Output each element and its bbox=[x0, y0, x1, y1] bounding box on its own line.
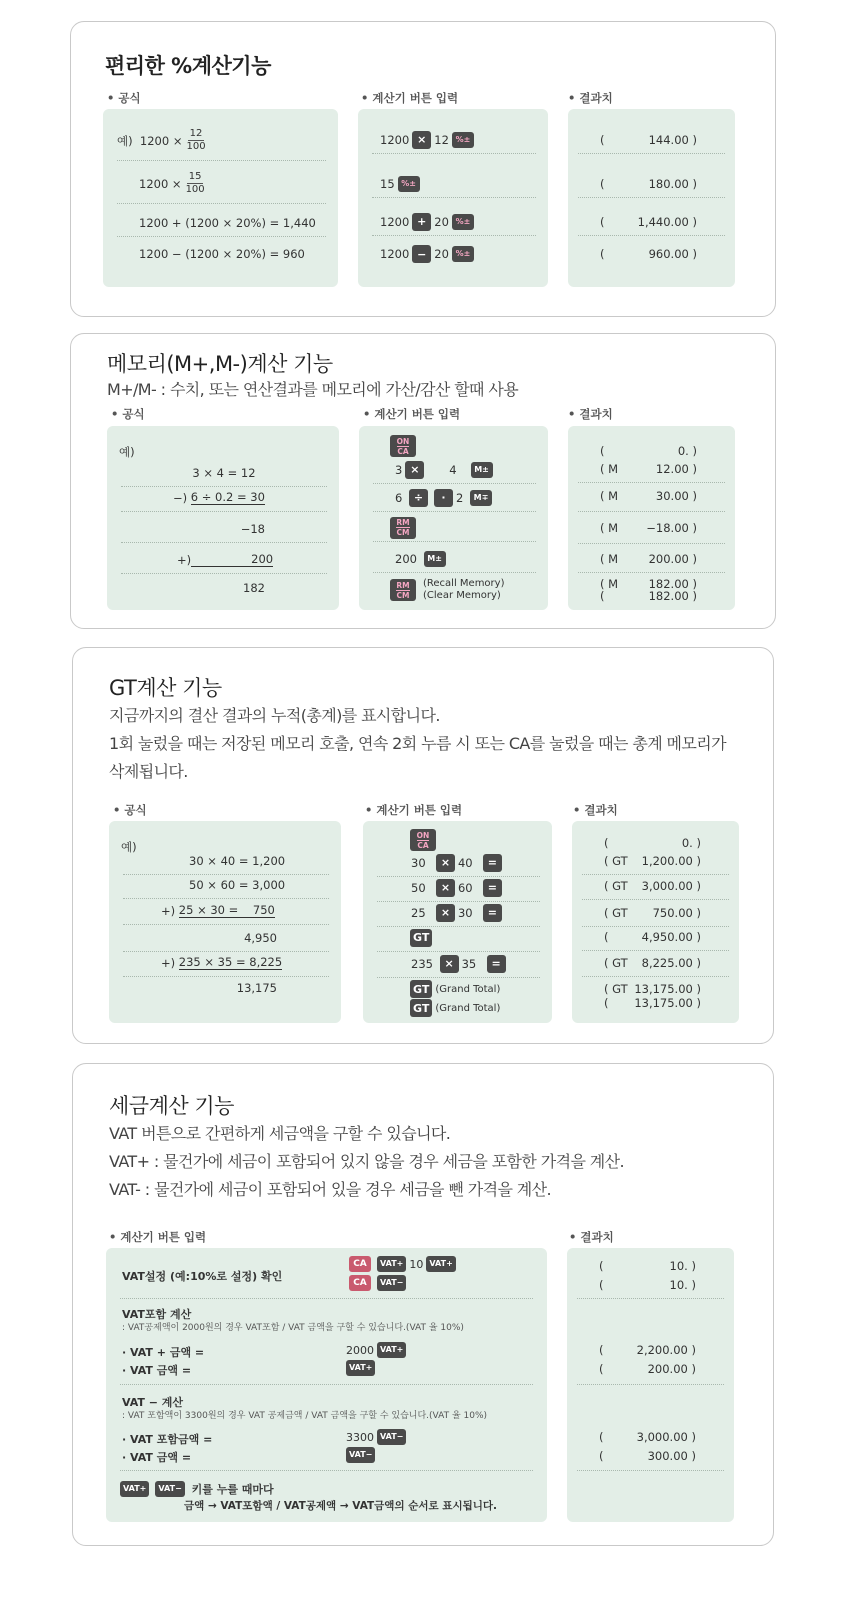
recall-memory-label: (Recall Memory) bbox=[423, 578, 505, 589]
result-value: 200.00 bbox=[647, 1362, 688, 1376]
ca-key: CA bbox=[349, 1256, 371, 1272]
input-value: 2000 bbox=[346, 1343, 374, 1357]
vat-plus-key: VAT+ bbox=[377, 1256, 406, 1272]
section-title: 메모리(M+,M-)계산 기능 bbox=[107, 352, 333, 376]
vat-minus-key: VAT− bbox=[377, 1429, 406, 1445]
formula-text: 50 × 60 = 3,000 bbox=[189, 877, 286, 892]
equals-key: = bbox=[483, 879, 502, 897]
result-value: 3,000.00 bbox=[636, 1430, 688, 1444]
equals-key: = bbox=[483, 854, 502, 872]
input-value: 15 bbox=[380, 176, 395, 191]
input-value: 1200 bbox=[380, 214, 410, 229]
formula-row bbox=[121, 459, 327, 487]
formula-row bbox=[121, 484, 327, 512]
input-value: 30 bbox=[457, 905, 473, 920]
section-desc: M+/M- : 수치, 또는 연산결과를 메모리에 가산/감산 할때 사용 bbox=[107, 380, 519, 399]
result-panel bbox=[572, 821, 739, 1023]
times-key: × bbox=[436, 879, 455, 897]
result-value: 12.00 bbox=[655, 462, 689, 476]
example-marker: 예) bbox=[119, 445, 135, 459]
input-row bbox=[372, 240, 536, 268]
formula-panel bbox=[103, 109, 338, 287]
input-row bbox=[372, 170, 536, 198]
formula-row bbox=[123, 897, 329, 925]
gt-section bbox=[72, 647, 774, 1044]
section-desc: VAT- : 물건가에 세금이 포함되어 있을 경우 세금을 뺀 가격을 계산. bbox=[109, 1180, 551, 1199]
tax-section bbox=[72, 1063, 774, 1546]
formula-text: −18 bbox=[240, 521, 265, 536]
vat-include-keys bbox=[346, 1360, 378, 1376]
input-panel bbox=[363, 821, 552, 1023]
plus-key: + bbox=[412, 213, 431, 231]
result-value: 182.00 bbox=[648, 589, 689, 603]
formula-text: 30 × 40 = 1,200 bbox=[189, 853, 286, 868]
result-row: ( M −18.00 ) bbox=[578, 521, 725, 544]
gt-key: GT bbox=[410, 980, 432, 998]
result-row: ( 300.00 ) bbox=[599, 1449, 696, 1463]
formula-text: 1200 × bbox=[139, 133, 183, 148]
result-value: 8,225.00 bbox=[641, 956, 693, 970]
result-value: 300.00 bbox=[647, 1449, 688, 1463]
section-desc: 삭제됩니다. bbox=[109, 762, 188, 781]
input-value: 40 bbox=[457, 855, 473, 870]
input-panel bbox=[359, 426, 548, 610]
input-value: 6 bbox=[395, 490, 403, 505]
vat-setting-label: VAT설정 (예:10%로 설정) 확인 bbox=[122, 1270, 283, 1283]
input-value: 25 bbox=[411, 905, 426, 920]
operator-prefix: +) bbox=[161, 955, 176, 970]
result-row: ( GT 8,225.00 ) bbox=[582, 956, 729, 977]
numerator: 15 bbox=[188, 171, 202, 182]
formula-label: • 공식 bbox=[111, 406, 145, 422]
input-value: 235 bbox=[411, 956, 433, 971]
result-row: ( 13,175.00 ) bbox=[604, 996, 701, 1010]
input-value: 12 bbox=[434, 132, 449, 147]
formula-text: 6 ÷ 0.2 = 30 bbox=[190, 490, 265, 504]
grand-total-label: (Grand Total) bbox=[435, 983, 501, 995]
vat-setting-keys bbox=[346, 1256, 459, 1272]
formula-row bbox=[117, 121, 326, 161]
result-value: 750.00 bbox=[652, 906, 693, 920]
vat-footer-sequence: 금액 → VAT포함액 / VAT공제액 → VAT금액의 순서로 표시됩니다. bbox=[184, 1500, 498, 1512]
formula-row bbox=[121, 515, 327, 543]
result-value: 4,950.00 bbox=[641, 930, 693, 944]
result-value: 0. bbox=[681, 836, 693, 850]
input-row bbox=[377, 924, 540, 952]
formula-text: 1200 × bbox=[139, 176, 182, 191]
result-row: ( M 30.00 ) bbox=[578, 489, 725, 512]
section-title: 편리한 %계산기능 bbox=[105, 54, 271, 78]
formula-label: • 공식 bbox=[107, 90, 141, 106]
memory-section bbox=[70, 333, 776, 629]
formula-text: 182 bbox=[243, 581, 265, 595]
denominator: 100 bbox=[186, 141, 206, 152]
result-value: 182.00 bbox=[648, 577, 689, 591]
denominator: 100 bbox=[185, 184, 205, 195]
result-label: • 결과치 bbox=[573, 802, 618, 818]
vat-minus-key: VAT− bbox=[377, 1275, 406, 1291]
result-value: 2,200.00 bbox=[636, 1343, 688, 1357]
vat-include-note: : VAT공제액이 2000원의 경우 VAT포함 / VAT 금액을 구할 수 있습니다.(VAT 율 10%) bbox=[122, 1323, 464, 1333]
ca-key: CA bbox=[349, 1275, 371, 1291]
input-row bbox=[377, 874, 540, 902]
result-value: 3,000.00 bbox=[641, 879, 693, 893]
fraction bbox=[186, 171, 205, 196]
vat-include-row-label: · VAT + 금액 = bbox=[122, 1346, 205, 1359]
result-panel bbox=[567, 1248, 734, 1522]
grand-total-label: (Grand Total) bbox=[435, 1002, 501, 1014]
result-row: ( M 182.00 ) bbox=[600, 577, 697, 591]
input-label: • 계산기 버튼 입력 bbox=[361, 90, 458, 106]
vat-exclude-row-label: · VAT 포함금액 = bbox=[122, 1433, 213, 1446]
operator-prefix: +) bbox=[161, 903, 176, 918]
result-row: ( 144.00 ) bbox=[578, 126, 725, 154]
result-value: −18.00 bbox=[646, 521, 689, 535]
gt-key: GT bbox=[410, 999, 432, 1017]
formula-panel bbox=[107, 426, 339, 610]
result-value: 13,175.00 bbox=[634, 982, 693, 996]
formula-row bbox=[117, 209, 326, 237]
operator-prefix: +) bbox=[177, 552, 192, 567]
input-value: 50 bbox=[411, 880, 426, 895]
input-row bbox=[373, 514, 536, 542]
on-ca-key: ON CA bbox=[390, 435, 416, 457]
percent-key: %± bbox=[452, 246, 474, 262]
result-label: • 결과치 bbox=[568, 90, 613, 106]
rm-cm-key: RM CM bbox=[390, 579, 416, 601]
result-row: ( 2,200.00 ) bbox=[599, 1343, 696, 1357]
vat-include-keys bbox=[346, 1342, 409, 1358]
vat-exclude-row-label: · VAT 금액 = bbox=[122, 1451, 192, 1464]
formula-text: 1200 − (1200 × 20%) = 960 bbox=[139, 247, 305, 261]
vat-minus-key: VAT− bbox=[155, 1481, 184, 1497]
formula-row bbox=[123, 871, 329, 899]
result-row: ( 200.00 ) bbox=[599, 1362, 696, 1376]
percent-key: %± bbox=[452, 214, 474, 230]
result-value: 180.00 bbox=[648, 176, 689, 191]
result-value: 144.00 bbox=[648, 132, 689, 147]
input-value: 1200 bbox=[380, 247, 410, 261]
formula-text: 25 × 30 = 750 bbox=[178, 903, 275, 917]
result-row: ( M 200.00 ) bbox=[578, 552, 725, 573]
formula-row bbox=[117, 164, 326, 204]
input-value: 60 bbox=[457, 880, 473, 895]
vat-plus-key: VAT+ bbox=[346, 1360, 375, 1376]
vat-include-title: VAT포함 계산 bbox=[122, 1308, 192, 1321]
result-row: ( 4,950.00 ) bbox=[582, 930, 729, 951]
vat-plus-key: VAT+ bbox=[120, 1481, 149, 1497]
result-panel bbox=[568, 109, 735, 287]
percent-key: %± bbox=[398, 176, 420, 192]
vat-exclude-title: VAT − 계산 bbox=[122, 1396, 184, 1409]
input-row bbox=[372, 126, 536, 154]
result-value: 30.00 bbox=[655, 489, 689, 503]
input-value: 20 bbox=[434, 214, 449, 229]
vat-exclude-keys bbox=[346, 1429, 409, 1445]
formula-row bbox=[117, 240, 326, 268]
vat-input-panel bbox=[106, 1248, 547, 1522]
result-row: ( 10. ) bbox=[599, 1278, 696, 1292]
input-row bbox=[377, 849, 540, 877]
clear-memory-label: (Clear Memory) bbox=[423, 590, 501, 601]
input-panel bbox=[358, 109, 548, 287]
input-row bbox=[377, 994, 540, 1022]
m-plus-key: M± bbox=[471, 462, 493, 478]
formula-text: 3 × 4 = 12 bbox=[192, 465, 256, 480]
input-row bbox=[373, 576, 536, 604]
formula-row bbox=[121, 574, 327, 602]
input-value: 10 bbox=[409, 1257, 424, 1271]
equals-key: = bbox=[487, 955, 506, 973]
gt-key: GT bbox=[410, 929, 432, 947]
vat-minus-key: VAT− bbox=[346, 1447, 375, 1463]
result-row: ( 0. ) bbox=[600, 444, 697, 458]
vat-plus-key: VAT+ bbox=[426, 1256, 455, 1272]
result-row: ( 10. ) bbox=[599, 1259, 696, 1273]
percent-key: %± bbox=[452, 132, 474, 148]
vat-setting-keys bbox=[346, 1275, 409, 1291]
result-value: 13,175.00 bbox=[634, 996, 693, 1010]
input-row bbox=[373, 545, 536, 573]
input-value: 20 bbox=[434, 247, 449, 261]
result-row: ( M 12.00 ) bbox=[578, 462, 725, 483]
section-desc: VAT+ : 물건가에 세금이 포함되어 있지 않을 경우 세금을 포함한 가격을 계산. bbox=[109, 1152, 624, 1171]
section-desc: 1회 눌렀을 때는 저장된 메모리 호출, 연속 2회 누름 시 또는 CA를 눌렀을 때는 총계 메모리가 bbox=[109, 734, 726, 753]
result-panel bbox=[568, 426, 735, 610]
section-title: 세금계산 기능 bbox=[109, 1094, 234, 1118]
formula-text: 4,950 bbox=[244, 930, 277, 945]
percent-section bbox=[70, 21, 776, 317]
vat-exclude-keys bbox=[346, 1447, 378, 1463]
example-marker: 예) bbox=[121, 840, 137, 854]
result-value: 1,440.00 bbox=[637, 214, 689, 229]
times-key: × bbox=[436, 854, 455, 872]
rm-cm-key: RM CM bbox=[390, 517, 416, 539]
result-row: ( GT 750.00 ) bbox=[582, 906, 729, 927]
result-row: ( 960.00 ) bbox=[600, 247, 697, 261]
input-row bbox=[377, 899, 540, 927]
result-row: ( GT 1,200.00 ) bbox=[582, 854, 729, 875]
input-row bbox=[373, 456, 536, 484]
times-key: × bbox=[405, 461, 424, 479]
input-row bbox=[377, 950, 540, 978]
m-minus-key: M∓ bbox=[470, 490, 492, 506]
input-row bbox=[372, 208, 536, 236]
equals-key: = bbox=[483, 904, 502, 922]
input-label: • 계산기 버튼 입력 bbox=[109, 1229, 206, 1245]
input-value: 35 bbox=[461, 956, 477, 971]
vat-plus-key: VAT+ bbox=[377, 1342, 406, 1358]
fraction bbox=[186, 128, 205, 153]
input-label: • 계산기 버튼 입력 bbox=[363, 406, 460, 422]
vat-footer-text: 키를 누를 때마다 bbox=[191, 1483, 274, 1496]
formula-row bbox=[121, 546, 327, 574]
operator-prefix: −) bbox=[173, 490, 188, 505]
m-plus-key: M± bbox=[424, 551, 446, 567]
input-value: 4 bbox=[449, 462, 457, 477]
result-row: ( 3,000.00 ) bbox=[599, 1430, 696, 1444]
numerator: 12 bbox=[189, 128, 203, 139]
vat-include-row-label: · VAT 금액 = bbox=[122, 1364, 192, 1377]
formula-row bbox=[123, 924, 329, 952]
minus-key: − bbox=[412, 245, 431, 263]
input-value: 3 bbox=[395, 462, 403, 477]
result-row: ( 182.00 ) bbox=[600, 589, 697, 603]
formula-label: • 공식 bbox=[113, 802, 147, 818]
result-row: ( 180.00 ) bbox=[578, 170, 725, 198]
section-desc: 지금까지의 결산 결과의 누적(총계)를 표시합니다. bbox=[109, 706, 440, 725]
formula-text: 1200 + (1200 × 20%) = 1,440 bbox=[139, 215, 316, 230]
formula-text: 13,175 bbox=[236, 981, 277, 995]
result-row: ( 1,440.00 ) bbox=[578, 208, 725, 236]
formula-row bbox=[123, 974, 329, 1002]
formula-panel bbox=[109, 821, 341, 1023]
formula-row bbox=[123, 949, 329, 977]
result-value: 960.00 bbox=[648, 247, 689, 261]
divide-key: ÷ bbox=[409, 489, 428, 507]
dot-key: · bbox=[434, 489, 453, 507]
section-title: GT계산 기능 bbox=[109, 676, 222, 700]
times-key: × bbox=[440, 955, 459, 973]
input-value: 200 bbox=[395, 551, 417, 566]
result-value: 10. bbox=[669, 1259, 688, 1273]
formula-text: 235 × 35 = 8,225 bbox=[178, 955, 283, 969]
input-value: 3300 bbox=[346, 1430, 374, 1444]
vat-exclude-note: : VAT 포함액이 3300원의 경우 VAT 공제금액 / VAT 금액을 구할 수 있습니다.(VAT 율 10%) bbox=[122, 1411, 488, 1421]
result-label: • 결과치 bbox=[569, 1229, 614, 1245]
result-row: ( 0. ) bbox=[604, 836, 701, 850]
input-value: 1200 bbox=[380, 132, 410, 147]
times-key: × bbox=[436, 904, 455, 922]
result-value: 1,200.00 bbox=[641, 854, 693, 868]
vat-footer bbox=[120, 1481, 274, 1497]
input-row bbox=[373, 484, 536, 512]
result-label: • 결과치 bbox=[568, 406, 613, 422]
example-marker: 예) bbox=[117, 133, 133, 148]
input-value: 30 bbox=[411, 855, 426, 870]
result-value: 10. bbox=[669, 1278, 688, 1292]
result-row: ( GT 13,175.00 ) bbox=[604, 982, 701, 996]
result-value: 0. bbox=[677, 444, 689, 458]
result-value: 200.00 bbox=[648, 552, 689, 566]
section-desc: VAT 버튼으로 간편하게 세금액을 구할 수 있습니다. bbox=[109, 1124, 451, 1143]
on-ca-key: ON CA bbox=[410, 829, 436, 851]
result-row: ( GT 3,000.00 ) bbox=[582, 879, 729, 900]
times-key: × bbox=[412, 131, 431, 149]
input-label: • 계산기 버튼 입력 bbox=[365, 802, 462, 818]
input-value: 2 bbox=[455, 490, 464, 505]
formula-text: 200 bbox=[191, 552, 273, 567]
